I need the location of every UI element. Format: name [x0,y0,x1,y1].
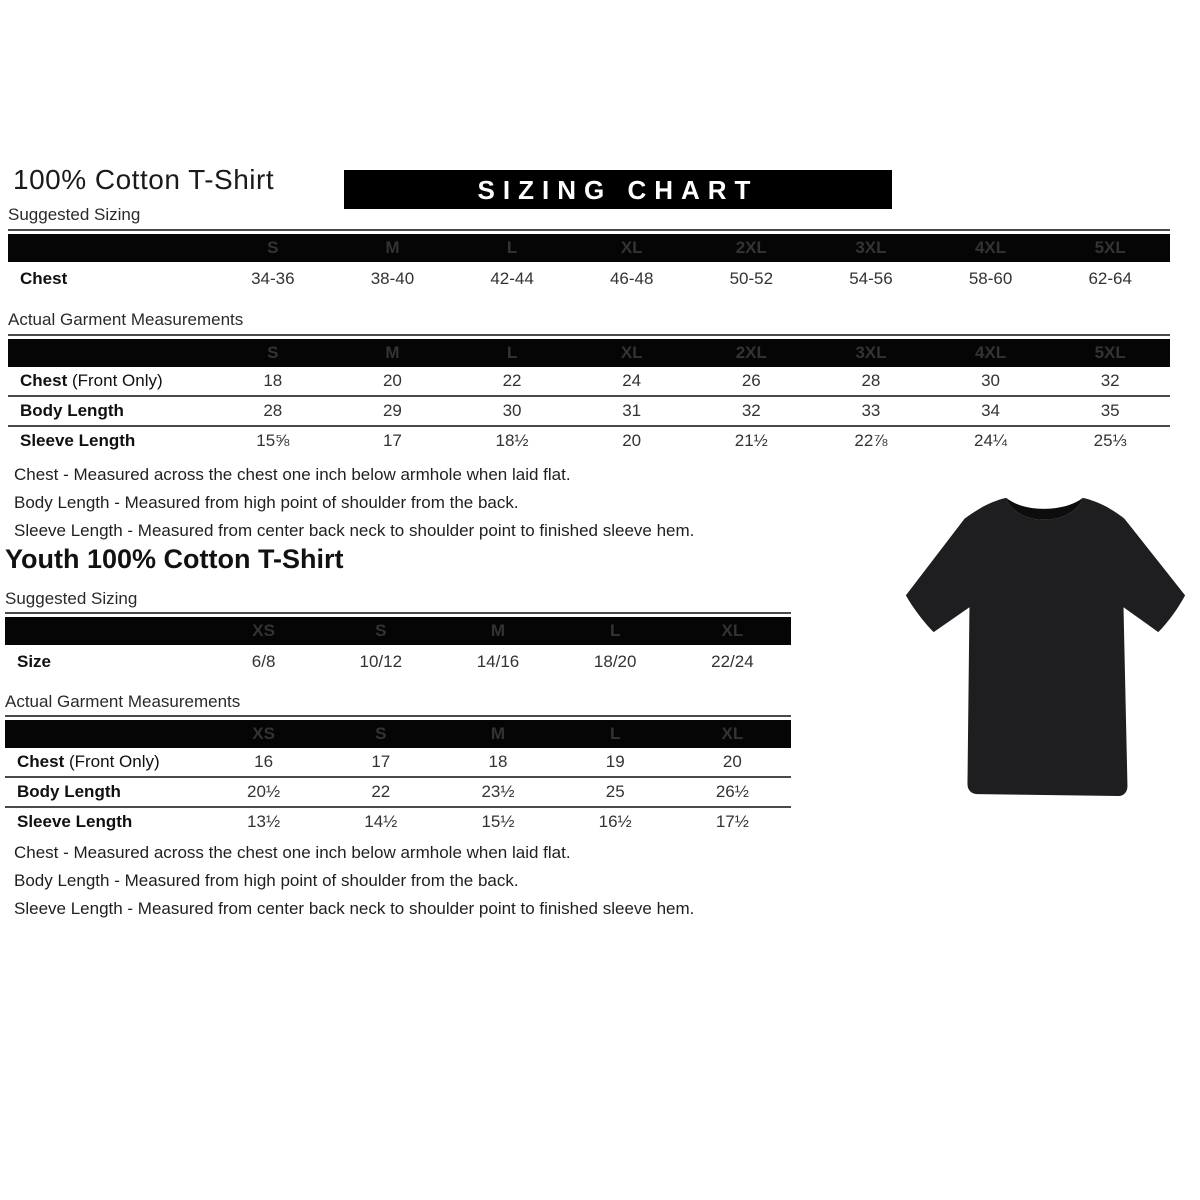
youth-actual-table [5,715,791,836]
adult-actual-label: Actual Garment Measurements [8,310,244,329]
adult-suggested-table [8,229,1170,295]
size-value-cell: 30 [502,401,522,420]
size-value-cell: 17½ [715,812,749,831]
size-value-cell: 34-36 [251,268,295,288]
column-header: M [490,724,506,743]
size-value-cell: 22⅞ [854,431,888,450]
row-label: Body Length [20,401,124,420]
column-header: 2XL [735,238,767,257]
column-header: 4XL [974,238,1007,257]
size-value-cell: 15½ [481,812,515,831]
row-label: Size [17,651,52,671]
size-value-cell: 6/8 [251,651,276,671]
size-value-cell: 16½ [598,812,632,831]
size-value-cell: 14/16 [476,651,520,671]
size-value-cell: 46-48 [609,268,654,288]
size-value-cell: 22/24 [711,651,754,671]
size-value-cell: 19 [605,752,625,771]
column-header: XS [252,724,275,743]
size-value-cell: 34 [981,401,1001,420]
size-value-cell: 10/12 [359,651,403,671]
table-row [5,808,791,836]
youth-suggested-table [5,612,791,678]
note-line: Chest - Measured across the chest one inch below armhole when laid flat. [14,843,571,862]
note-line: Chest - Measured across the chest one inch below armhole when laid flat. [14,465,571,484]
size-value-cell: 20 [622,431,642,450]
column-header: XS [252,621,275,640]
youth-actual-header-row [5,720,791,748]
youth-measurement-notes [14,839,694,923]
table-row [8,367,1170,397]
size-value-cell: 20½ [247,782,281,801]
column-header: XL [620,343,643,362]
size-value-cell: 62-64 [1088,268,1132,288]
note-line: Sleeve Length - Measured from center back neck to shoulder point to finished sleeve hem. [14,899,695,918]
column-header: L [506,238,518,257]
size-value-cell: 25 [605,782,625,801]
adult-suggested-header-row [8,234,1170,262]
size-value-cell: 42-44 [490,268,534,288]
size-value-cell: 26 [741,371,761,390]
column-header: XL [721,724,744,743]
column-header: 3XL [855,238,887,257]
column-header: L [610,724,621,743]
size-value-cell: 28 [861,371,881,390]
size-value-cell: 22 [371,782,391,801]
adult-actual-table [8,334,1170,455]
note-line: Body Length - Measured from high point of shoulder from the back. [14,493,519,512]
youth-suggested-header-row [5,617,791,645]
table-row [5,645,791,678]
size-value-cell: 33 [861,401,881,420]
column-header: S [267,238,279,257]
table-row [5,748,791,778]
table-row [8,397,1170,427]
size-value-cell: 32 [741,401,761,420]
column-header: L [610,621,621,640]
page-title: 100% Cotton T-Shirt [13,164,275,195]
column-header: 5XL [1094,238,1126,257]
column-header: 3XL [855,343,887,362]
note-line: Sleeve Length - Measured from center back neck to shoulder point to finished sleeve hem. [14,521,695,540]
row-label: Sleeve Length [20,431,136,450]
size-value-cell: 26½ [715,782,749,801]
youth-suggested-label: Suggested Sizing [5,589,138,608]
size-value-cell: 22 [502,371,522,390]
tshirt-image [893,486,1193,804]
size-value-cell: 21½ [734,431,768,450]
row-label: Chest (Front Only) [20,371,163,390]
youth-title: Youth 100% Cotton T-Shirt [5,544,344,574]
size-value-cell: 38-40 [370,268,415,288]
row-label: Chest [20,268,68,288]
column-header: 4XL [974,343,1007,362]
size-value-cell: 31 [622,401,642,420]
sizing-chart-banner: SIZING CHART [344,170,892,209]
size-value-cell: 18/20 [593,651,637,671]
size-value-cell: 58-60 [968,268,1013,288]
row-label: Body Length [17,782,121,801]
size-value-cell: 20 [722,752,742,771]
size-value-cell: 29 [382,401,402,420]
table-top-rule [5,612,791,614]
column-header: XL [620,238,643,257]
size-value-cell: 23½ [481,782,515,801]
column-header: M [385,343,400,362]
table-top-rule [8,229,1170,231]
column-header: S [375,621,387,640]
column-header: S [375,724,387,743]
column-header: M [385,238,400,257]
size-value-cell: 20 [382,371,402,390]
size-value-cell: 25⅓ [1093,431,1127,450]
size-value-cell: 24 [622,371,642,390]
tshirt-body [906,498,1185,796]
table-row [8,262,1170,295]
note-line: Body Length - Measured from high point of shoulder from the back. [14,871,519,890]
table-row [5,778,791,808]
size-value-cell: 30 [981,371,1001,390]
column-header: S [267,343,279,362]
column-header: 2XL [735,343,767,362]
column-header: M [490,621,506,640]
size-value-cell: 24¼ [974,431,1008,450]
size-value-cell: 17 [382,431,402,450]
size-value-cell: 18 [263,371,283,390]
size-value-cell: 18½ [495,431,529,450]
size-value-cell: 28 [263,401,283,420]
size-value-cell: 13½ [247,812,281,831]
size-value-cell: 16 [254,752,274,771]
adult-measurement-notes [14,461,694,545]
column-header: L [506,343,518,362]
table-row [8,427,1170,455]
size-value-cell: 54-56 [849,268,893,288]
youth-actual-label: Actual Garment Measurements [5,692,241,711]
size-value-cell: 18 [488,752,508,771]
table-top-rule [5,715,791,717]
size-value-cell: 17 [371,752,391,771]
adult-suggested-label: Suggested Sizing [8,205,141,224]
row-label: Chest (Front Only) [17,752,160,771]
size-value-cell: 14½ [364,812,398,831]
column-header: 5XL [1094,343,1126,362]
size-value-cell: 15⅝ [256,431,290,450]
column-header: XL [721,621,744,640]
adult-actual-header-row [8,339,1170,367]
size-value-cell: 32 [1100,371,1120,390]
row-label: Sleeve Length [17,812,133,831]
size-value-cell: 50-52 [729,268,774,288]
size-value-cell: 35 [1100,401,1120,420]
table-top-rule [8,334,1170,336]
